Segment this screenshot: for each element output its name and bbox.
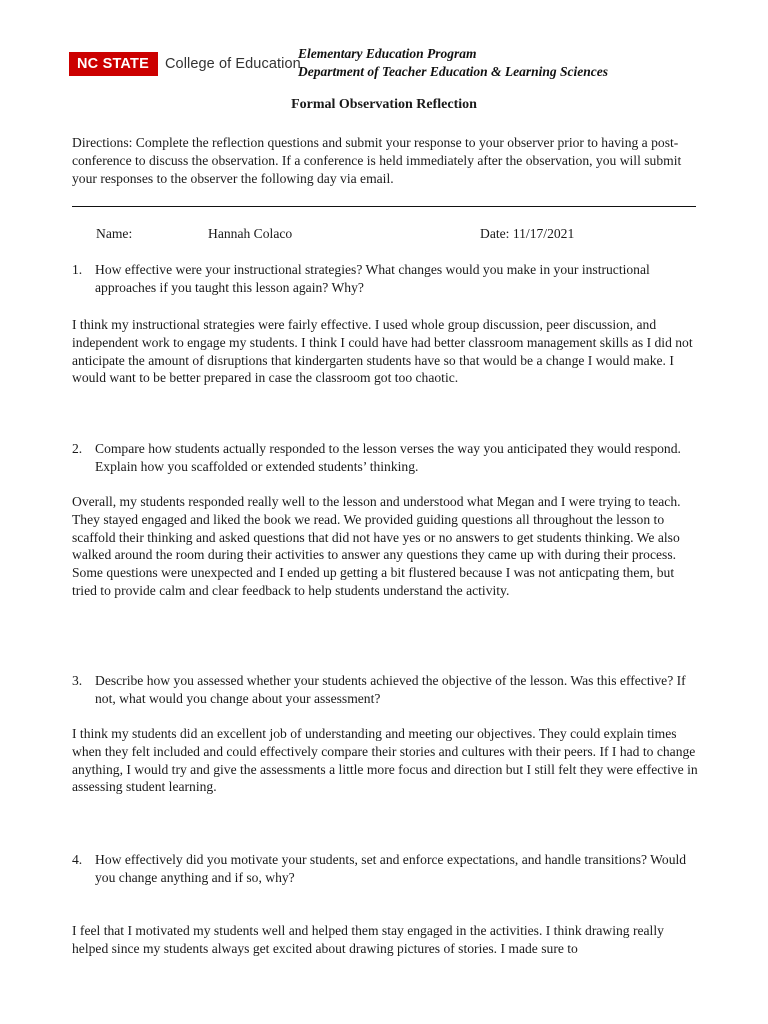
page-title: Formal Observation Reflection bbox=[291, 97, 477, 112]
question-text: Compare how students actually responded to the lesson verses the way you anticipated they would respond. Explain how you scaffolded or extended students’ thinking. bbox=[95, 441, 681, 474]
answer-1: I think my instructional strategies were fairly effective. I used whole group discussion, peer discussion, and independent work to engage my students. I think I could have had better classroom management skills as I did not anticipate the amount of disruptions that kindergarten students have so that would be a change I would make. I would want to be better prepared in case the classroom got too chaotic. bbox=[72, 317, 693, 386]
question-number: 1. bbox=[72, 262, 83, 277]
answer-2: Overall, my students responded really well to the lesson and understood what Megan and I were trying to teach. They stayed engaged and liked the book we read. We provided guiding questions all throughout the lesson to scaffold their thinking and asked questions that did not have yes or no answers to get students thinking. We also walked around the room during their activities to answer any questions they came up with during their process. Some questions were unexpected and I ended up getting a bit flustered because I was not anticpating them, but tried to provide calm and clear feedback to help students understand the activity. bbox=[72, 494, 681, 598]
logo-box: NC STATE bbox=[69, 52, 158, 76]
program-name: Elementary Education Program bbox=[298, 46, 477, 61]
divider bbox=[72, 206, 696, 207]
program-header bbox=[298, 45, 608, 80]
question-text: How effectively did you motivate your students, set and enforce expectations, and handle transitions? Would you change anything and if so, why? bbox=[95, 852, 687, 885]
date-field: Date: 11/17/2021 bbox=[480, 226, 575, 241]
ncstate-logo bbox=[69, 52, 301, 76]
name-label: Name: bbox=[96, 226, 133, 241]
question-number: 3. bbox=[72, 673, 83, 688]
question-2 bbox=[72, 440, 696, 476]
name-value: Hannah Colaco bbox=[208, 226, 293, 241]
answer-3: I think my students did an excellent job of understanding and meeting our objectives. They could explain times when they felt included and could effectively compare their stories and cultures with their peers. If I had to change anything, I would try and give the assessments a little more focus and direction but I still felt they were effective in assessing student learning. bbox=[72, 726, 698, 795]
question-number: 2. bbox=[72, 441, 83, 456]
question-text: Describe how you assessed whether your students achieved the objective of the lesson. Was this effective? If not, what would you change about your assessment? bbox=[95, 673, 686, 706]
department-name: Department of Teacher Education & Learning Sciences bbox=[298, 63, 608, 79]
question-text: How effective were your instructional strategies? What changes would you make in your instructional approaches if you taught this lesson again? Why? bbox=[95, 262, 650, 295]
directions-text: Directions: Complete the reflection questions and submit your response to your observer prior to having a post-conference to discuss the observation. If a conference is held immediately after the observation, you will submit your responses to the observer the following day via email. bbox=[72, 135, 682, 186]
question-number: 4. bbox=[72, 852, 83, 867]
answer-4: I feel that I motivated my students well and helped them stay engaged in the activities. I think drawing really helped since my students always get excited about drawing pictures of stories. I made sure to bbox=[72, 923, 664, 956]
logo-text: College of Education bbox=[164, 56, 301, 72]
question-4 bbox=[72, 851, 696, 887]
question-3 bbox=[72, 672, 696, 708]
question-1 bbox=[72, 261, 696, 297]
